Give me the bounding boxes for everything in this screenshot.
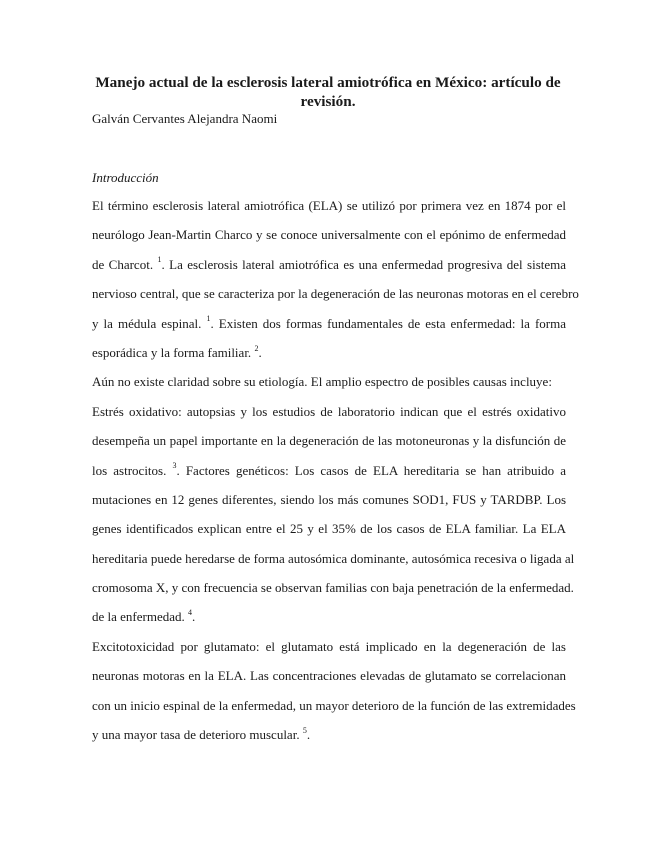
text-line-content: Estrés oxidativo: autopsias y los estudios de laboratorio indican que el estrés oxidativo <box>92 403 566 419</box>
text-line-content: hereditaria puede heredarse de forma autosómica dominante, autosómica recesiva o ligada al <box>92 550 575 566</box>
text-line-continuation: . La esclerosis lateral amiotrófica es una enfermedad progresiva del sistema <box>161 256 567 272</box>
text-line <box>92 666 566 695</box>
text-line-content: los astrocitos. <box>92 462 167 478</box>
author-name: Galván Cervantes Alejandra Naomi <box>92 111 278 126</box>
text-line-content: nervioso central, que se caracteriza por la degeneración de las neuronas motoras en el cerebro <box>92 286 579 302</box>
text-line-content: y una mayor tasa de deterioro muscular. <box>92 727 300 743</box>
text-line <box>92 372 566 401</box>
citation-ref: 3 <box>172 461 177 471</box>
text-line <box>92 431 566 460</box>
text-line <box>92 607 566 636</box>
citation-ref: 1 <box>157 255 162 265</box>
citation-ref: 4 <box>188 608 193 618</box>
text-line-content: desempeña un papel importante en la degeneración de las motoneuronas y la disfunción de <box>92 433 566 449</box>
citation-ref: 1 <box>206 314 211 324</box>
text-line <box>92 402 566 431</box>
text-line <box>92 725 566 754</box>
text-line <box>92 696 576 725</box>
text-line-content: genes identificados explican entre el 25 y el 35% de los casos de ELA familiar. La ELA <box>92 521 566 537</box>
text-line <box>92 284 579 313</box>
text-line-content: de la enfermedad. <box>92 609 185 625</box>
text-line-content: neurólogo Jean-Martin Charco y se conoce universalmente con el epónimo de enfermedad <box>92 227 566 243</box>
text-line <box>92 490 566 519</box>
text-line <box>92 578 574 607</box>
section-heading: Introducción <box>92 170 159 185</box>
text-line-content: Excitotoxicidad por glutamato: el glutamato está implicado en la degeneración de las <box>92 638 566 654</box>
text-line-content: El término esclerosis lateral amiotrófica (ELA) se utilizó por primera vez en 1874 por el <box>92 198 566 213</box>
title-line-1: Manejo actual de la esclerosis lateral amiotrófica en México: artículo de <box>95 74 561 91</box>
text-line-continuation: . <box>306 727 311 743</box>
text-line-content: neuronas motoras en la ELA. Las concentraciones elevadas de glutamato se correlacionan <box>92 668 566 684</box>
text-line <box>92 519 566 548</box>
text-line-content: cromosoma X, y con frecuencia se observan familias con baja penetración de la enfermedad. <box>92 580 574 596</box>
text-line-content: Aún no existe claridad sobre su etiología. El amplio espectro de posibles causas incluye: <box>92 374 552 390</box>
text-line <box>92 549 575 578</box>
document-title <box>92 73 564 111</box>
text-line <box>92 461 566 490</box>
text-line-continuation: . Existen dos formas fundamentales de esta enfermedad: la forma <box>210 315 567 331</box>
text-line <box>92 225 566 254</box>
text-line <box>92 637 566 666</box>
text-line-content: y la médula espinal. <box>92 315 202 331</box>
text-line <box>92 255 566 284</box>
document-body <box>92 196 579 754</box>
text-line-content: esporádica y la forma familiar. <box>92 344 252 360</box>
text-line-content: mutaciones en 12 genes diferentes, siendo los más comunes SOD1, FUS y TARDBP. Los <box>92 491 566 507</box>
text-line <box>92 196 566 225</box>
text-line <box>92 314 566 343</box>
citation-ref: 2 <box>254 343 259 353</box>
text-line-continuation: . <box>192 609 196 625</box>
citation-ref: 5 <box>302 725 307 735</box>
text-line <box>92 343 566 372</box>
text-line-continuation: . Factores genéticos: Los casos de ELA hereditaria se han atribuido a <box>176 462 566 478</box>
text-line-content: con un inicio espinal de la enfermedad, un mayor deterioro de la función de las extremidades <box>92 697 576 713</box>
text-line-continuation: . <box>258 344 262 360</box>
title-line-2: revisión. <box>300 93 356 110</box>
text-line-content: de Charcot. <box>92 256 154 272</box>
